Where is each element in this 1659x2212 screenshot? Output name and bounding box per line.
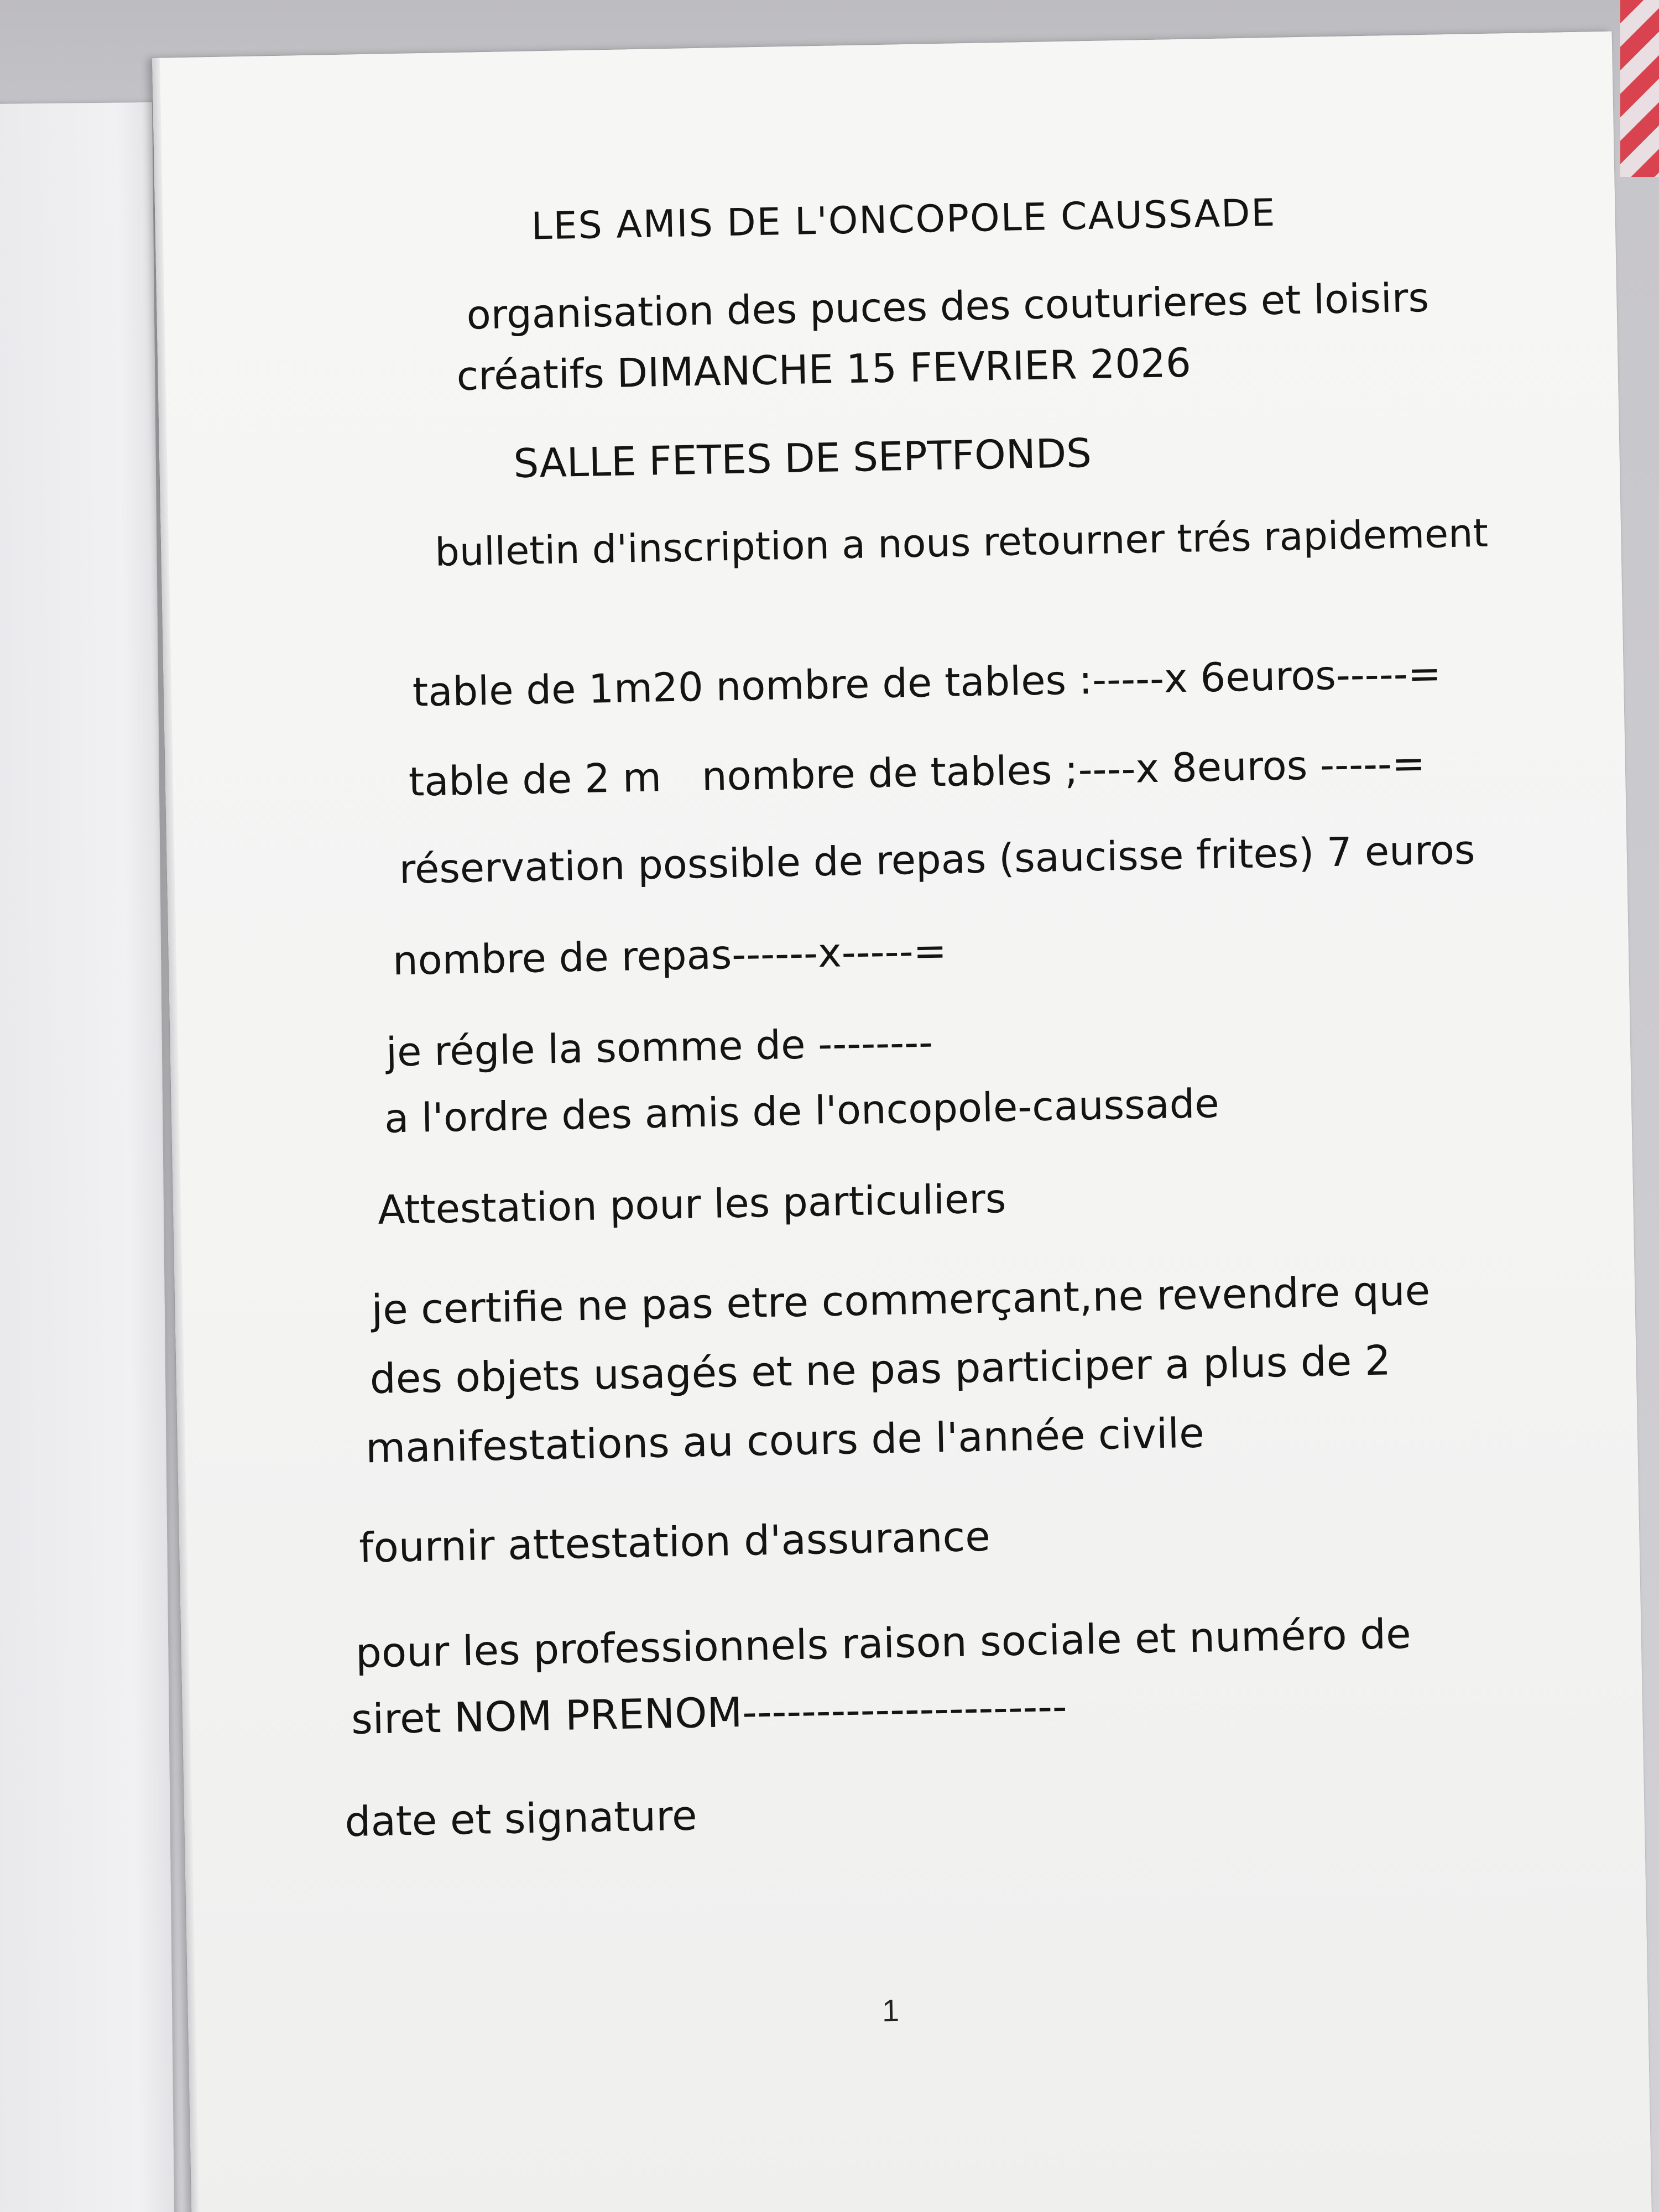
page-number: 1: [881, 1992, 900, 2028]
insurance-line: fournir attestation d'assurance: [358, 1512, 991, 1572]
event-line-2: créatifs DIMANCHE 15 FEVRIER 2026: [456, 339, 1192, 399]
meal-offer: réservation possible de repas (saucisse frites) 7 euros: [399, 826, 1476, 893]
large-table-label: table de 2 m: [408, 754, 662, 805]
form-content: [152, 32, 1652, 2212]
certify-line-3: manifestations au cours de l'année civile: [365, 1409, 1205, 1473]
venue: SALLE FETES DE SEPTFONDS: [513, 429, 1092, 487]
return-instruction: bulletin d'inscription a nous retourner trés rapidement: [434, 510, 1489, 575]
certify-line-1: je certifie ne pas etre commerçant,ne revendre que: [371, 1267, 1431, 1334]
date-signature: date et signature: [344, 1792, 698, 1846]
meal-count: nombre de repas------x-----=: [392, 927, 947, 984]
attestation-title: Attestation pour les particuliers: [377, 1175, 1007, 1233]
left-page-edge: [0, 102, 175, 2212]
professional-line-2: siret NOM PRENOM----------------------: [351, 1683, 1068, 1744]
professional-line-1: pour les professionnels raison sociale et numéro de: [355, 1610, 1412, 1677]
large-table-detail: nombre de tables ;----x 8euros -----=: [701, 740, 1426, 800]
event-line-1: organisation des puces des couturieres et loisirs: [466, 274, 1430, 338]
payment-order: a l'ordre des amis de l'oncopole-caussade: [384, 1079, 1220, 1142]
certify-line-2: des objets usagés et ne pas participer a plus de 2: [369, 1337, 1391, 1404]
payment-amount: je régle la somme de --------: [385, 1019, 933, 1076]
background-fabric: [1620, 0, 1659, 177]
registration-form-page: [152, 32, 1652, 2212]
document-heading: LES AMIS DE L'ONCOPOLE CAUSSADE: [530, 191, 1276, 249]
small-table-line: table de 1m20 nombre de tables :-----x 6euros-----=: [412, 650, 1442, 716]
